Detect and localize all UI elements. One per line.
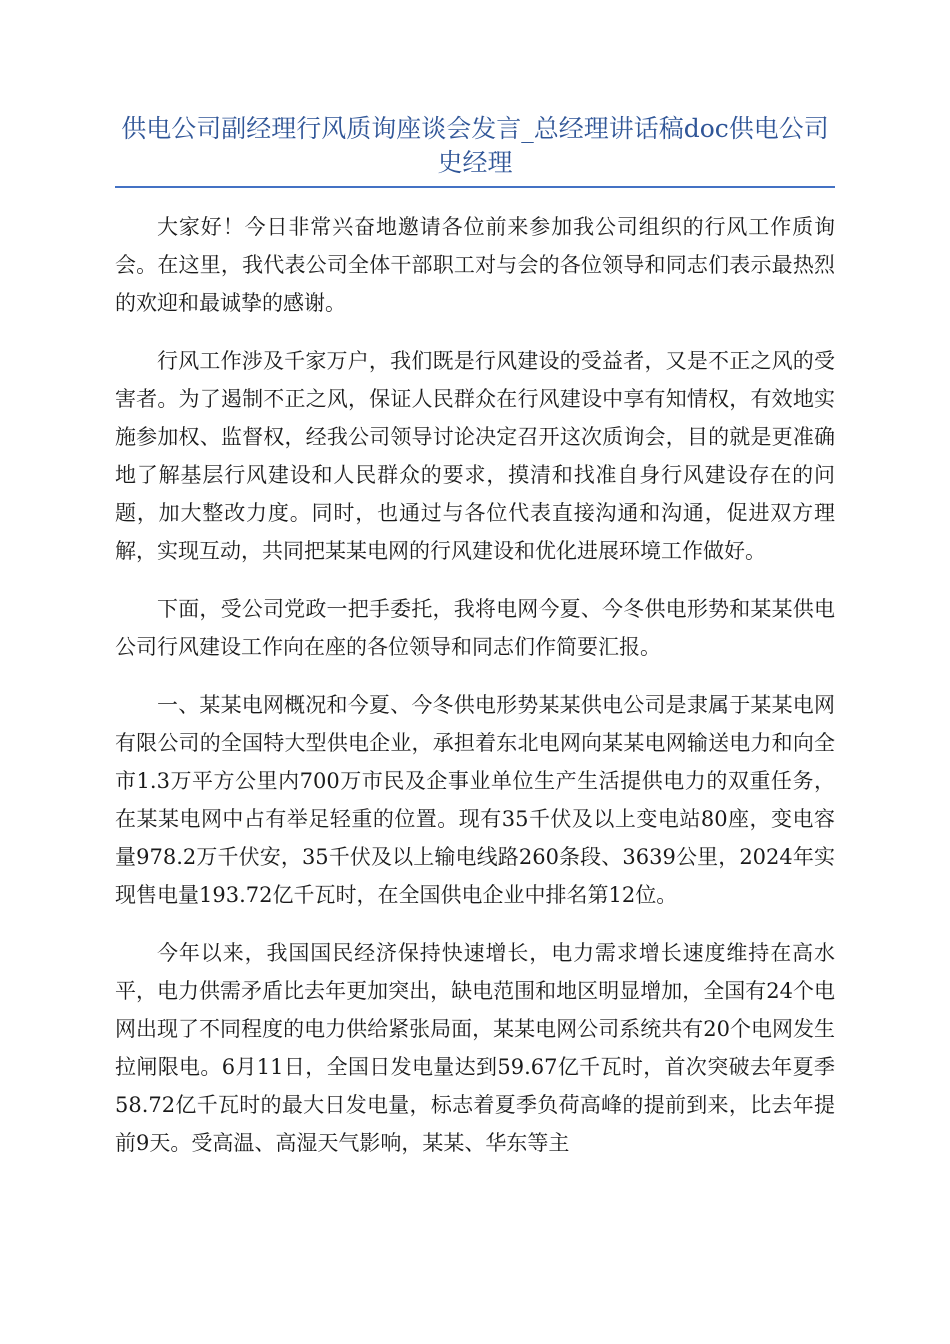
paragraph-greeting: 大家好！今日非常兴奋地邀请各位前来参加我公司组织的行风工作质询会。在这里，我代表公司全体干部职工对与会的各位领导和同志们表示最热烈的欢迎和最诚挚的感谢。 <box>115 215 835 315</box>
title-underline <box>115 186 835 188</box>
paragraph-supply-situation: 今年以来，我国国民经济保持快速增长，电力需求增长速度维持在高水平，电力供需矛盾比去年更加突出，缺电范围和地区明显增加，全国有24个电网出现了不同程度的电力供给紧张局面，某某电网公司系统共有20个电网发生拉闸限电。6月11日，全国日发电量达到59.67亿千瓦时，首次突破去年夏季58.72亿千瓦时的最大日发电量，标志着夏季负荷高峰的提前到来，比去年提前9天。受高温、高湿天气影响，某某、华东等主 <box>115 941 835 1155</box>
paragraph-grid-overview: 一、某某电网概况和今夏、今冬供电形势某某供电公司是隶属于某某电网有限公司的全国特大型供电企业，承担着东北电网向某某电网输送电力和向全市1.3万平方公里内700万市民及企事业单位生产生活提供电力的双重任务，在某某电网中占有举足轻重的位置。现有35千伏及以上变电站80座，变电容量978.2万千伏安，35千伏及以上输电线路260条段、3639公里，2024年实现售电量193.72亿千瓦时，在全国供电企业中排名第12位。 <box>115 693 835 907</box>
paragraph-purpose: 行风工作涉及千家万户，我们既是行风建设的受益者，又是不正之风的受害者。为了遏制不正之风，保证人民群众在行风建设中享有知情权，有效地实施参加权、监督权，经我公司领导讨论决定召开这次质询会，目的就是更准确地了解基层行风建设和人民群众的要求，摸清和找准自身行风建设存在的问题，加大整改力度。同时，也通过与各位代表直接沟通和沟通，促进双方理解，实现互动，共同把某某电网的行风建设和优化进展环境工作做好。 <box>115 349 835 563</box>
document-title: 供电公司副经理行风质询座谈会发言_总经理讲话稿doc供电公司史经理 <box>121 114 829 177</box>
document-body <box>115 208 835 1182</box>
paragraph-report-intro: 下面，受公司党政一把手委托，我将电网今夏、今冬供电形势和某某供电公司行风建设工作向在座的各位领导和同志们作简要汇报。 <box>115 597 835 659</box>
